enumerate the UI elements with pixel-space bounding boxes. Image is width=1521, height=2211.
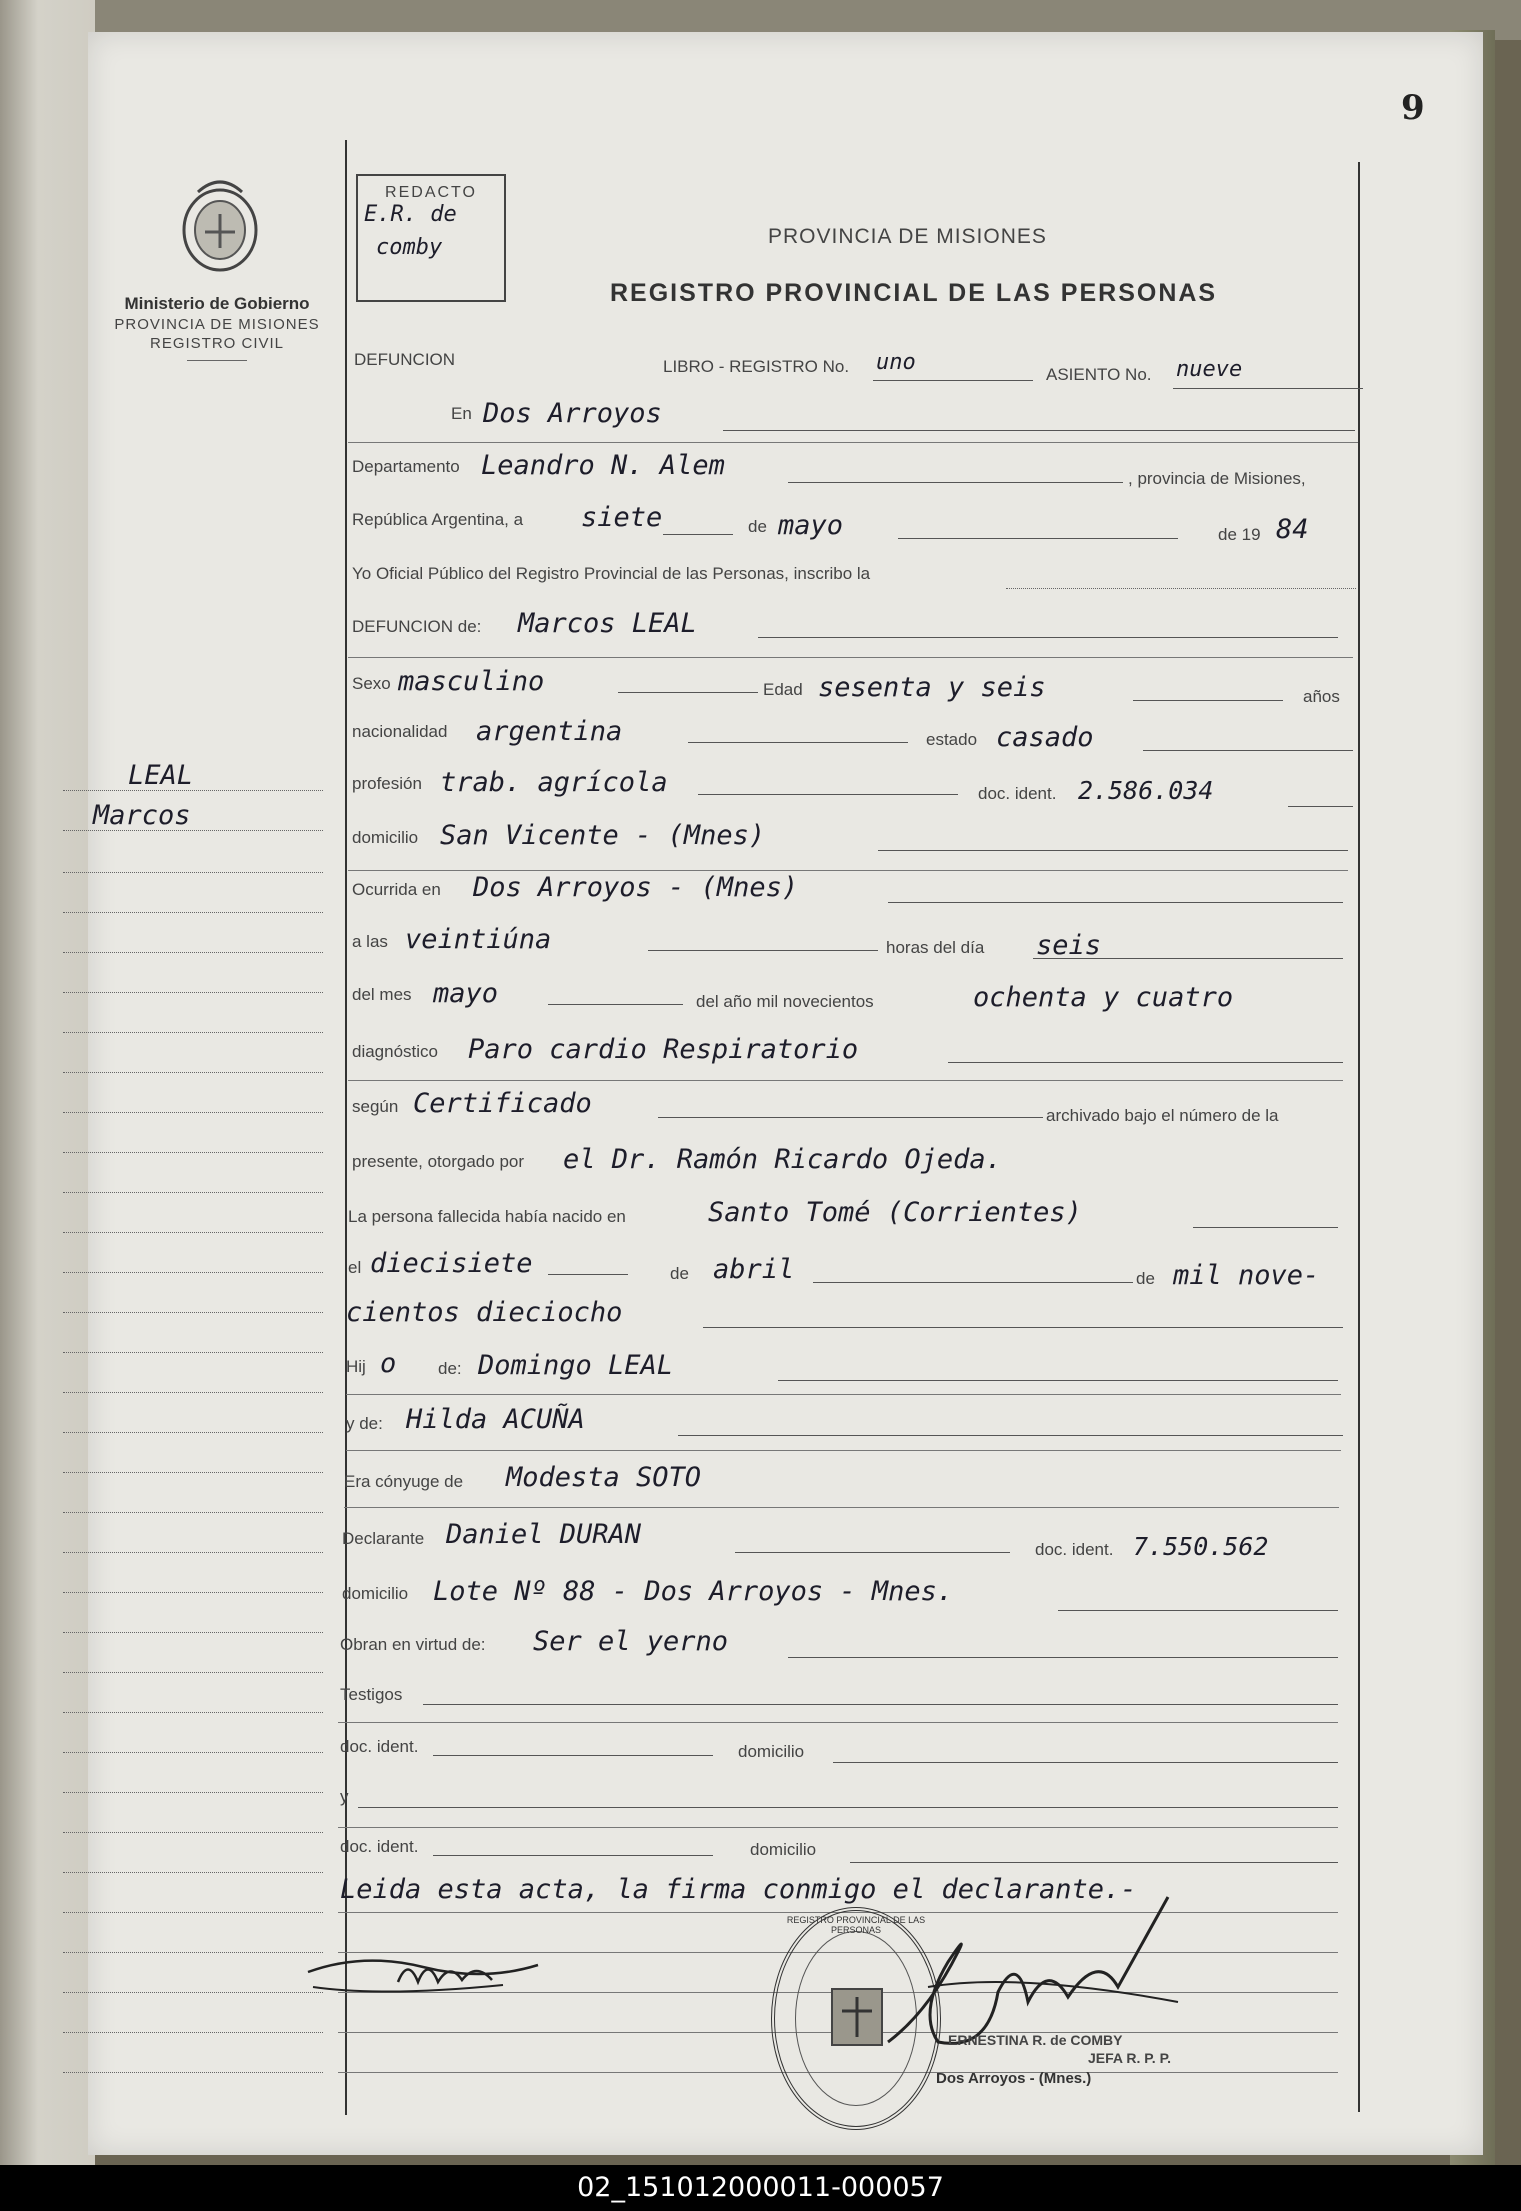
hijo-de-label: de: xyxy=(438,1359,462,1378)
scan-identifier: 02_151012000011-000057 xyxy=(0,2165,1521,2211)
el-label: el xyxy=(348,1258,362,1277)
page-number: 9 xyxy=(1401,88,1425,128)
previous-page-edge xyxy=(0,0,95,2165)
declarante-domicilio-label: domicilio xyxy=(342,1584,409,1603)
archivado-text: archivado bajo el número de la xyxy=(1046,1106,1279,1125)
de-nac2-label: de xyxy=(1136,1269,1155,1288)
stamp-label: REDACTO xyxy=(385,184,477,201)
del-mes-label: del mes xyxy=(352,985,412,1004)
conyuge-label: Era cónyuge de xyxy=(344,1472,464,1491)
dia-value: siete xyxy=(581,502,663,533)
ministry-province: PROVINCIA DE MISIONES xyxy=(114,316,320,333)
profesion-label: profesión xyxy=(352,774,422,793)
stamp-handwriting-2: comby xyxy=(376,235,443,260)
declarante-doc-label: doc. ident. xyxy=(1035,1540,1114,1559)
nacionalidad-label: nacionalidad xyxy=(352,722,448,741)
anio-label: del año mil novecientos xyxy=(696,992,874,1011)
y-label: y xyxy=(340,1787,349,1806)
sexo-label: Sexo xyxy=(352,674,391,693)
segun-value: Certificado xyxy=(413,1088,592,1119)
diagnostico-value: Paro cardio Respiratorio xyxy=(468,1034,859,1065)
testigos-label: Testigos xyxy=(340,1685,403,1704)
declarante-label: Declarante xyxy=(342,1529,425,1548)
ministry-title: Ministerio de Gobierno xyxy=(124,294,310,313)
nacido-value: Santo Tomé (Corrientes) xyxy=(708,1197,1082,1228)
de-nac-label: de xyxy=(670,1264,689,1283)
doc-ident-label: doc. ident. xyxy=(978,784,1057,803)
margin-name: Marcos xyxy=(93,800,191,831)
edad-value: sesenta y seis xyxy=(818,672,1046,703)
declarante-domicilio-value: Lote Nº 88 - Dos Arroyos - Mnes. xyxy=(433,1576,954,1607)
horas-label: horas del día xyxy=(886,938,985,957)
ministry-office: REGISTRO CIVIL xyxy=(149,335,285,352)
testigo2-domicilio-label: domicilio xyxy=(750,1840,817,1859)
estado-label: estado xyxy=(926,730,978,749)
de-label: de xyxy=(748,517,767,536)
mes-value: mayo xyxy=(778,510,844,541)
obran-value: Ser el yerno xyxy=(533,1626,729,1657)
stamp-handwriting-1: E.R. de xyxy=(364,202,457,227)
seal-text: REGISTRO PROVINCIAL DE LAS PERSONAS xyxy=(786,1915,926,1935)
obran-label: Obran en virtud de: xyxy=(340,1635,486,1654)
defuncion-value: Marcos LEAL xyxy=(518,608,697,639)
libro-label: LIBRO - REGISTRO No. xyxy=(663,357,850,376)
coat-of-arms-icon xyxy=(170,172,270,280)
defuncion-label: DEFUNCION de: xyxy=(352,617,482,636)
presente-label: presente, otorgado por xyxy=(352,1152,525,1171)
anios-label: años xyxy=(1303,687,1340,706)
nacimiento-anio-2: cientos dieciocho xyxy=(346,1297,623,1328)
anio-fallecimiento-value: ochenta y cuatro xyxy=(973,982,1234,1013)
del-mes-value: mayo xyxy=(433,978,499,1009)
declarant-signature-icon xyxy=(303,1937,543,2002)
testigo1-domicilio-label: domicilio xyxy=(738,1742,805,1761)
testigo1-doc-label: doc. ident. xyxy=(340,1737,419,1756)
ministry-divider xyxy=(187,360,247,361)
declarante-value: Daniel DURAN xyxy=(446,1519,642,1550)
profesion-value: trab. agrícola xyxy=(440,767,668,798)
nacido-label: La persona fallecida había nacido en xyxy=(348,1207,626,1226)
record-type: DEFUNCION xyxy=(354,350,456,369)
signatory-place: Dos Arroyos - (Mnes.) xyxy=(936,2070,1092,2087)
de-19-label: de 19 xyxy=(1218,525,1261,544)
presente-value: el Dr. Ramón Ricardo Ojeda. xyxy=(563,1144,1002,1175)
signatory-title: JEFA R. P. P. xyxy=(1088,2050,1172,2066)
margin-surname: LEAL xyxy=(128,760,194,791)
signatory-name: ERNESTINA R. de COMBY xyxy=(948,2032,1123,2048)
madre-value: Hilda ACUÑA xyxy=(406,1404,585,1435)
nacionalidad-value: argentina xyxy=(476,716,623,747)
hijo-label: Hij xyxy=(346,1357,366,1376)
padre-value: Domingo LEAL xyxy=(478,1350,674,1381)
anio-value: 84 xyxy=(1276,514,1309,545)
a-las-label: a las xyxy=(352,932,388,951)
asiento-label: ASIENTO No. xyxy=(1046,365,1152,384)
edad-label: Edad xyxy=(763,680,803,699)
segun-label: según xyxy=(352,1097,399,1116)
ministry-block xyxy=(88,294,346,361)
margin-rule-right xyxy=(1358,162,1360,2112)
record-page xyxy=(88,32,1483,2155)
nacimiento-mes-value: abril xyxy=(713,1254,795,1285)
asiento-value: nueve xyxy=(1176,357,1243,382)
province-header: PROVINCIA DE MISIONES xyxy=(768,225,1047,248)
nacimiento-dia-value: diecisiete xyxy=(370,1248,533,1279)
estado-value: casado xyxy=(996,722,1094,753)
ocurrida-label: Ocurrida en xyxy=(352,880,441,899)
departamento-value: Leandro N. Alem xyxy=(481,450,725,481)
provincia-text: , provincia de Misiones, xyxy=(1128,469,1306,488)
hora-value: veintiúna xyxy=(405,924,552,955)
en-value: Dos Arroyos xyxy=(483,398,662,429)
closing-statement: Leida esta acta, la firma conmigo el declarante.- xyxy=(340,1874,1137,1905)
hijo-suffix: o xyxy=(380,1348,397,1379)
republica-label: República Argentina, a xyxy=(352,510,524,529)
doc-ident-value: 2.586.034 xyxy=(1078,776,1214,805)
sexo-value: masculino xyxy=(398,666,545,697)
conyuge-value: Modesta SOTO xyxy=(506,1462,702,1493)
dia-fallecimiento-value: seis xyxy=(1036,930,1102,961)
y-de-label: y de: xyxy=(346,1414,383,1433)
margin-rule-left xyxy=(345,140,347,2115)
redacto-stamp xyxy=(356,174,506,302)
departamento-label: Departamento xyxy=(352,457,460,476)
diagnostico-label: diagnóstico xyxy=(352,1042,439,1061)
registry-header: REGISTRO PROVINCIAL DE LAS PERSONAS xyxy=(610,279,1218,307)
domicilio-value: San Vicente - (Mnes) xyxy=(440,820,766,851)
ocurrida-value: Dos Arroyos - (Mnes) xyxy=(473,872,799,903)
domicilio-label: domicilio xyxy=(352,828,419,847)
oficial-text: Yo Oficial Público del Registro Provincial de las Personas, inscribo la xyxy=(352,564,871,583)
en-label: En xyxy=(451,404,472,423)
testigo2-doc-label: doc. ident. xyxy=(340,1837,419,1856)
declarante-doc-value: 7.550.562 xyxy=(1133,1532,1269,1561)
nacimiento-anio-1: mil nove- xyxy=(1173,1260,1320,1291)
libro-value: uno xyxy=(876,350,916,375)
